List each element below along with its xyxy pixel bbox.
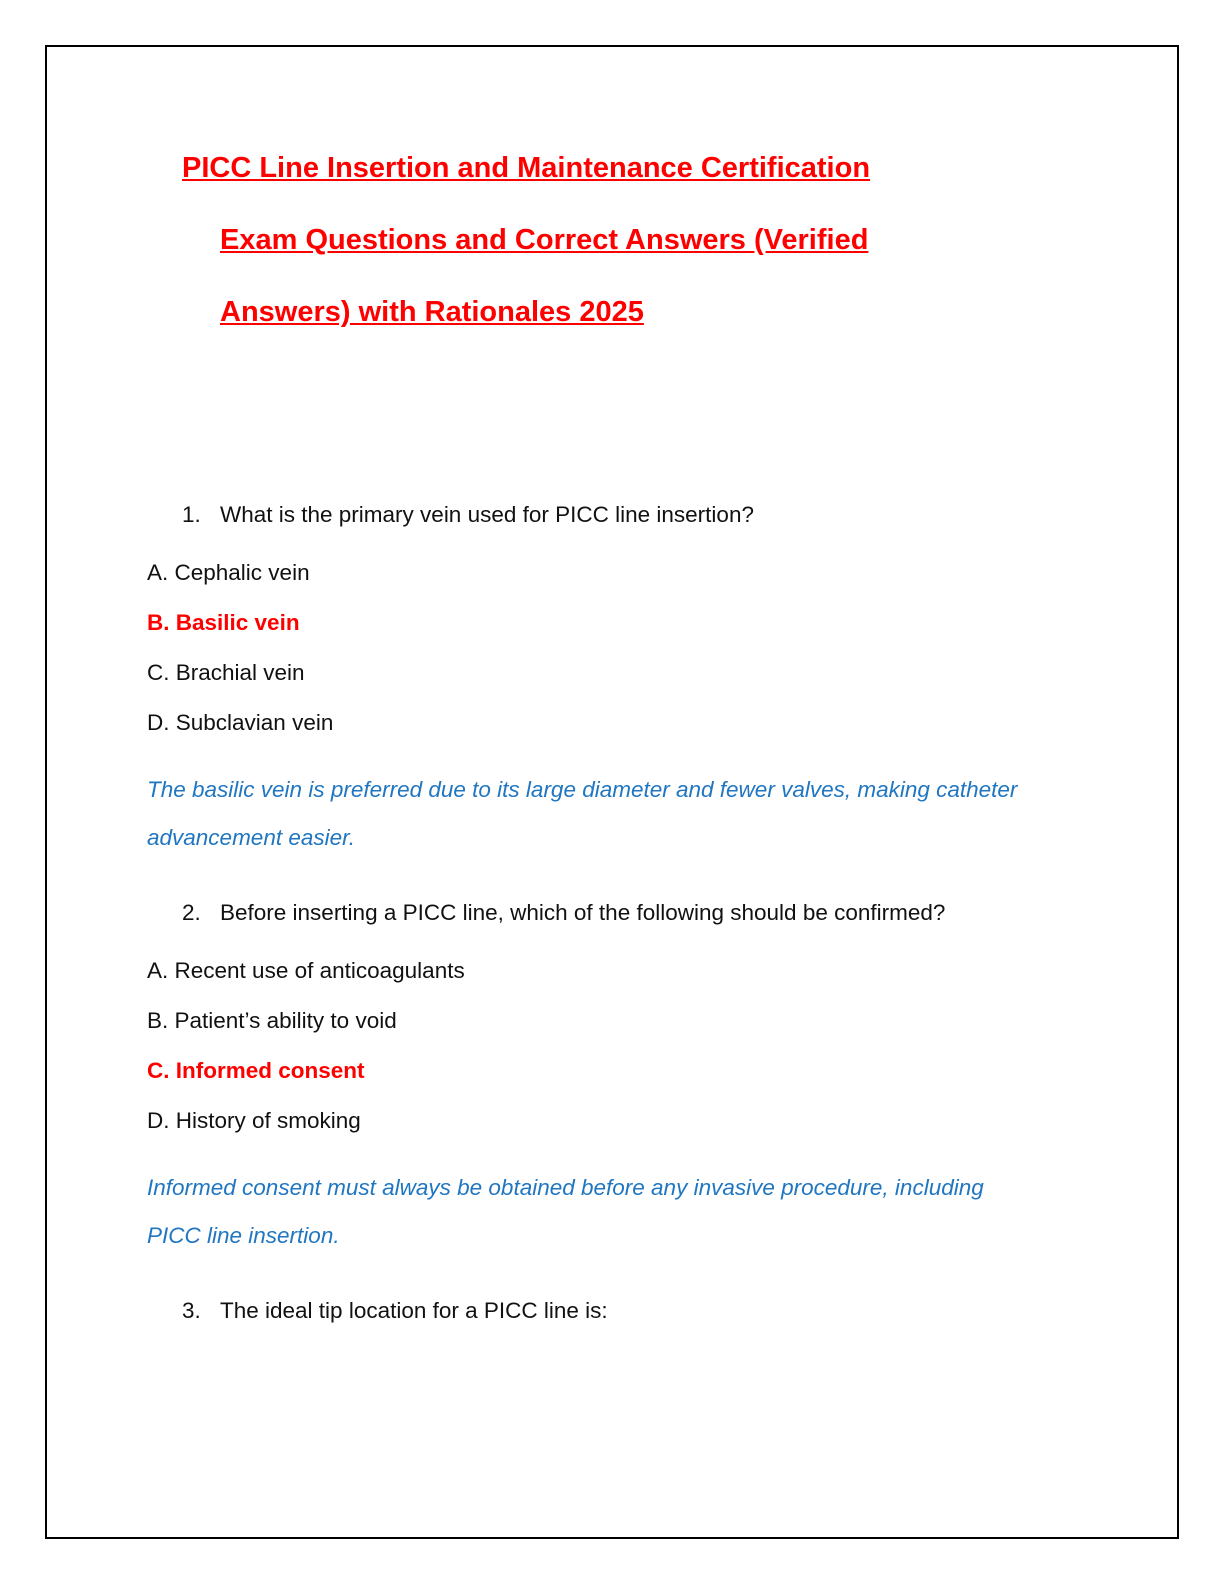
option-b-correct-answer: B. Basilic vein [147,610,300,635]
question-number: 2. [182,900,201,925]
option-a: A. Cephalic vein [147,560,310,585]
rationale-text: Informed consent must always be obtained before any invasive procedure, including PICC line insertion. [147,1175,984,1248]
title-line-2: Exam Questions and Correct Answers (Verified [220,224,869,256]
option-d: D. Subclavian vein [147,710,334,735]
question-block-1 [147,498,1082,862]
document-title [147,132,1082,348]
option-d: D. History of smoking [147,1108,361,1133]
option-a: A. Recent use of anticoagulants [147,958,465,983]
question-text [182,1294,1082,1328]
question-text [182,896,1082,930]
options-list [147,946,1082,1146]
rationale-text: The basilic vein is preferred due to its large diameter and fewer valves, making catheter advancement easier. [147,777,1018,850]
question-text [182,498,1082,532]
page-content [47,47,1177,1328]
question-block-2 [147,896,1082,1260]
question-list [147,498,1082,1328]
question-block-3 [147,1294,1082,1328]
question-number: 1. [182,502,201,527]
question-prompt: The ideal tip location for a PICC line is: [220,1298,608,1323]
question-number: 3. [182,1298,201,1323]
question-prompt: Before inserting a PICC line, which of the following should be confirmed? [220,900,946,925]
option-b: B. Patient’s ability to void [147,1008,397,1033]
option-c: C. Brachial vein [147,660,305,685]
option-c-correct-answer: C. Informed consent [147,1058,365,1083]
title-line-3: Answers) with Rationales 2025 [220,296,644,328]
page-border [45,45,1179,1539]
options-list [147,548,1082,748]
question-prompt: What is the primary vein used for PICC line insertion? [220,502,754,527]
title-line-1: PICC Line Insertion and Maintenance Certification [182,152,871,184]
